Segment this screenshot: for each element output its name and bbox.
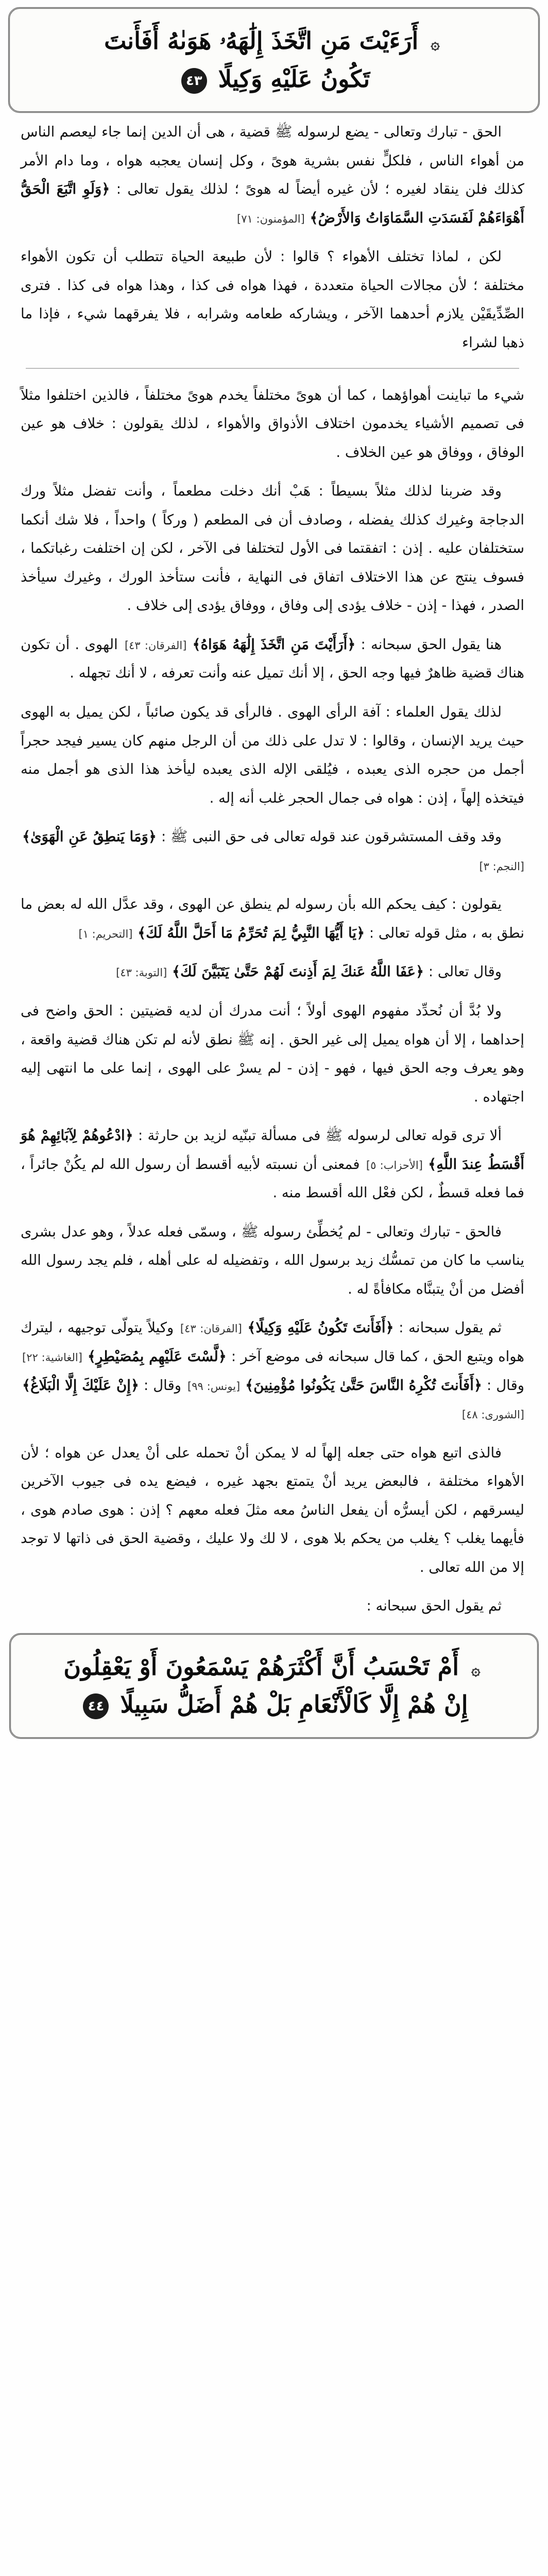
commentary-text: الهوى . أن تكون هناك قضية ظاهرٌ فيها وجه الحق ، إلا أنك تميل عنه وأنت تعرفه ، لا أنك تجهله . xyxy=(21,636,524,682)
commentary-text: وقد ضربنا لذلك مثلاً بسيطاً : هَبْ أنك دخلت مطعماً ، وأنت تفضل مثلاً ورك الدجاجة وغيرك كذلك يفضله ، وصادف أن فى المطعم ( وركاً ) واحداً ، فلا شك أنكما ستختلفان عليه . إذن : اتفقتما فى الأول لتختلفا فى الآخر ، لكن إن اختلفت رغباتكما ، فسوف ينتج عن هذا الاختلاف اتفاق فى النهاية ، فأنت ستأخذ الورك ، وغيرك سيأخذ الصدر ، فهذا - إذن - خلاف يؤدى إلى وفاق ، ووفاق يؤدى إلى خلاف . xyxy=(21,483,524,614)
commentary-text: وقال : xyxy=(139,1377,186,1394)
surah-reference: [يونس: ٩٩] xyxy=(187,1380,244,1393)
quran-quote: ﴿وَمَا يَنطِقُ عَنِ الْهَوَىٰ﴾ xyxy=(22,828,157,845)
verse-start-ornament-icon: ۞ xyxy=(471,1660,481,1679)
commentary-paragraph xyxy=(21,118,524,232)
surah-reference: [التحريم: ١] xyxy=(78,927,136,940)
bottom-verse-line2: إِنْ هُمْ إِلَّا كَالْأَنْعَامِ بَلْ هُمْ أَضَلُّ سَبِيلًا xyxy=(120,1690,468,1719)
commentary-text: ألا ترى قوله تعالى لرسوله ﷺ فى مسألة تبنّيه لزيد بن حارثة : xyxy=(133,1127,502,1144)
commentary-paragraph xyxy=(21,958,524,987)
commentary-paragraph xyxy=(21,1439,524,1582)
surah-reference: [الشورى: ٤٨] xyxy=(461,1409,524,1421)
commentary-text: شيء ما تباينت أهواؤهما ، كما أن هوىً مختلفاً يخدم هوىً مختلفاً ، فالذين اختلفوا مثلاً فى تصميم الأشياء يخدمون اختلاف الأذواق والأهواء ، لذلك يقولون : خلاف هو عين الوفاق ، ووفاق هو عين الخلاف . xyxy=(21,386,524,461)
quran-quote: ﴿يَا أَيُّهَا النَّبِيُّ لِمَ تُحَرِّمُ مَا أَحَلَّ اللَّهُ لَكَ﴾ xyxy=(138,924,365,941)
commentary-paragraph xyxy=(21,1218,524,1304)
surah-reference: [الأحزاب: ٥] xyxy=(366,1159,427,1172)
surah-reference: [الفرقان: ٤٣] xyxy=(180,1323,246,1335)
commentary-text: وكيلاً يتولّى توجيهه ، ليترك هواه ويتبع الحق ، كما قال سبحانه فى موضع آخر : xyxy=(21,1319,524,1365)
quran-quote: ﴿أَفَأَنتَ تُكْرِهُ النَّاسَ حَتَّىٰ يَكُونُوا مُؤْمِنِينَ﴾ xyxy=(245,1377,482,1394)
commentary-paragraph xyxy=(21,890,524,947)
commentary-text: ثم يقول سبحانه : xyxy=(393,1319,502,1336)
bottom-verse-line1: أَمْ تَحْسَبُ أَنَّ أَكْثَرَهُمْ يَسْمَعُونَ أَوْ يَعْقِلُونَ xyxy=(63,1652,459,1681)
commentary-text: ولا بُدَّ أن نُحدِّد مفهوم الهوى أولاً ؛ أنت مدرك أن لديه قضيتين : الحق واضح فى إحداهما ، إلا أن هواه يميل إلى غير الحق . إنه ﷺ نطق لأنه لم تكن هناك قضية واقعة ، وهو يعرف وجه الحق فيها ، فهو - إذن - لم يسرْ على الهوى ، إنما على ما انتهى إليه اجتهاده . xyxy=(21,1002,524,1105)
commentary-text: فمعنى أن نسبته لأبيه أقسط أن رسول الله لم يكُنْ جائراً ، فما فعله قسطٌ ، لكن فعْل الله أقسط منه . xyxy=(21,1156,524,1201)
top-verse-number-badge: ٤٣ xyxy=(181,68,207,94)
surah-reference: [الغاشية: ٢٢] xyxy=(22,1351,86,1364)
commentary-text: الحق - تبارك وتعالى - يضع لرسوله ﷺ قضية ، هى أن الدين إنما جاء ليعصم الناس من أهواء الناس ، فلكلٍّ نفس بشرية هوىً ، وكل إنسان يعجبه هواه ، وما دام الأمر كذلك فلن ينقاد لغيره ؛ لأن غيره أيضاً له هوىً ؛ لذلك يقول تعالى : xyxy=(21,124,525,198)
quran-quote: ﴿ادْعُوهُمْ لِآبَائِهِمْ هُوَ أَقْسَطُ عِندَ اللَّهِ﴾ xyxy=(21,1127,525,1173)
commentary-paragraph xyxy=(21,1314,524,1428)
top-verse-frame xyxy=(8,7,540,113)
commentary-text: يقولون : كيف يحكم الله بأن رسوله لم ينطق عن الهوى ، وقد عدَّل الله له بعض ما نطق به ، مثل قوله تعالى : xyxy=(21,896,524,941)
commentary-body xyxy=(0,118,548,1621)
bottom-verse-number-badge: ٤٤ xyxy=(83,1693,109,1719)
commentary-paragraph xyxy=(21,477,524,620)
bottom-verse-frame xyxy=(9,1633,539,1739)
commentary-text: فالحق - تبارك وتعالى - لم يُخطِّئ رسوله ﷺ ، وسمّى فعله عدلاً ، وهو عدل بشرى يناسب ما كان من تمسُّك زيد برسول الله ، وتفضيله له على أهله ، فلم يجد رسول الله أفضل من أنْ يتبنَّاه مكافأةً له . xyxy=(21,1223,524,1297)
top-verse-line1: أَرَءَيْتَ مَنِ اتَّخَذَ إِلَٰهَهُۥ هَوَىٰهُ أَفَأَنتَ xyxy=(104,27,419,55)
commentary-text: هنا يقول الحق سبحانه : xyxy=(355,636,502,653)
commentary-paragraph xyxy=(21,1122,524,1208)
quran-quote: ﴿أَرَأَيْتَ مَنِ اتَّخَذَ إِلَٰهَهُ هَوَاهُ﴾ xyxy=(192,636,356,653)
surah-reference: [التوبة: ٤٣] xyxy=(116,967,171,979)
quran-quote: ﴿عَفَا اللَّهُ عَنكَ لِمَ أَذِنتَ لَهُمْ حَتَّىٰ يَتَبَيَّنَ لَكَ﴾ xyxy=(172,963,424,980)
surah-reference: [النجم: ٣] xyxy=(479,860,524,873)
quran-quote: ﴿وَلَوِ اتَّبَعَ الْحَقُّ أَهْوَاءَهُمْ لَفَسَدَتِ السَّمَاوَاتُ وَالأَرْضُ﴾ xyxy=(21,181,524,226)
commentary-text: وقد وقف المستشرقون عند قوله تعالى فى حق النبى ﷺ : xyxy=(157,828,502,845)
commentary-text: لذلك يقول العلماء : آفة الرأى الهوى . فالرأى قد يكون صائباً ، لكن يميل به الهوى حيث يريد الإنسان ، وقالوا : لا تدل على ذلك من أن الرجل منهم كان يسير فيجد حجراً أجمل من حجره الذى يعبده ، فيُلقى الإله الذى يعبده ليأخذ هذا الذى هو أجمل منه فيتخذه إلهاً ، إذن : هواه فى جمال الحجر غلب أنه إله . xyxy=(21,704,524,806)
commentary-text: وقال تعالى : xyxy=(424,963,502,980)
commentary-paragraph xyxy=(21,243,524,357)
commentary-paragraph xyxy=(21,823,524,880)
verse-start-ornament-icon: ۞ xyxy=(431,35,440,53)
surah-reference: [الفرقان: ٤٣] xyxy=(124,639,191,652)
quran-quote: ﴿إِنْ عَلَيْكَ إِلَّا الْبَلَاغُ﴾ xyxy=(22,1377,139,1394)
commentary-paragraph xyxy=(21,997,524,1111)
quran-quote: ﴿لَّسْتَ عَلَيْهِم بِمُصَيْطِرٍ﴾ xyxy=(87,1348,227,1365)
commentary-paragraph xyxy=(21,1592,524,1621)
scan-page-divider xyxy=(26,368,519,369)
quran-quote: ﴿أَفَأَنتَ تَكُونُ عَلَيْهِ وَكِيلًا﴾ xyxy=(247,1319,394,1336)
commentary-text: وقال : xyxy=(482,1377,524,1394)
commentary-text: لكن ، لماذا تختلف الأهواء ؟ قالوا : لأن طبيعة الحياة تتطلب أن تكون الأهواء مختلفة ؛ لأن مجالات الحياة متعددة ، فهذا هواه فى كذا ، وهذا هواه فى كذا . فترى الصِّدِّيقَيْن يلازم أحدهما الآخر ، ويشاركه طعامه وشرابه ، فلا يفرقهما شيء ، فإذا ما ذهبا لشراء xyxy=(21,248,524,351)
commentary-text: ثم يقول الحق سبحانه : xyxy=(366,1598,502,1615)
commentary-paragraph xyxy=(21,381,524,467)
commentary-text: فالذى اتبع هواه حتى جعله إلهاً له لا يمكن أنْ تحمله على أنْ يعدل عن هواه ؛ لأن الأهواء مختلفة ، فالبعض يريد أنْ يتمتع بجهد غيره ، فيضع يده فى جيوب الآخرين ليسرقهم ، لكن أيسرُّه أن يفعل الناسُ معه مثلَ فعله معهم ؟ إذن : هوى صادم هوى ، فأيهما يغلب ؟ يغلب من يحكم بلا هوى ، لا لك ولا عليك ، وقضية الحق فى ذاتها لا توجد إلا من الله تعالى . xyxy=(21,1444,524,1575)
commentary-paragraph xyxy=(21,631,524,688)
surah-reference: [المؤمنون: ٧١] xyxy=(237,212,309,225)
commentary-paragraph xyxy=(21,698,524,812)
top-verse-line2: تَكُونُ عَلَيْهِ وَكِيلًا xyxy=(218,64,370,93)
